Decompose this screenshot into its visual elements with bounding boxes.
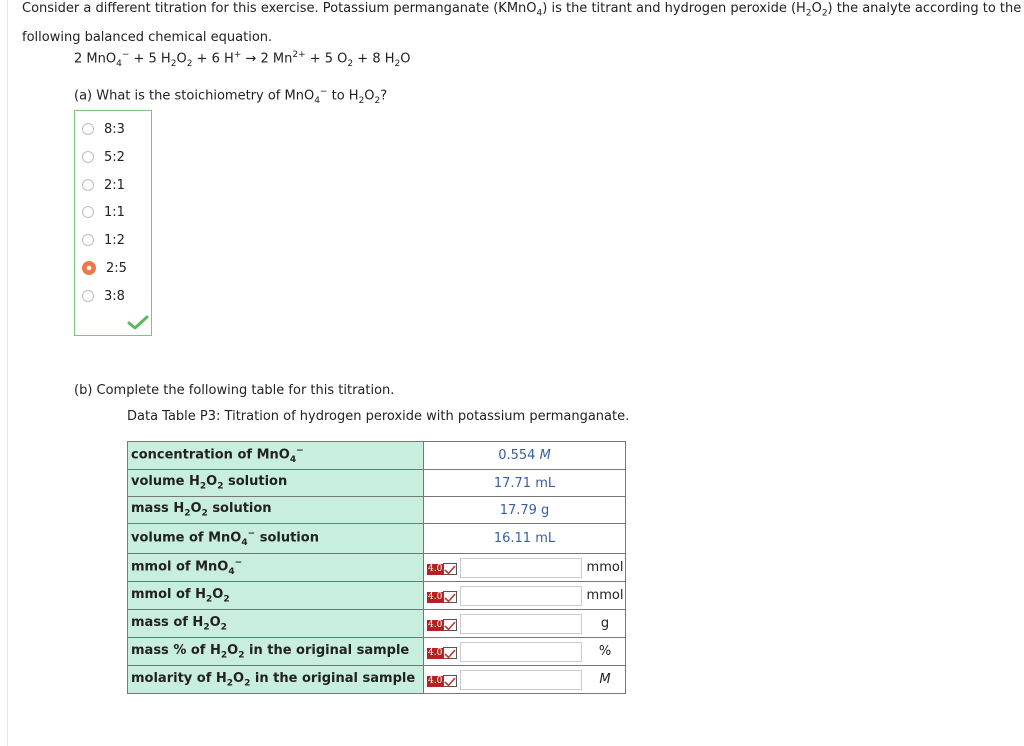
answer-input-molarity[interactable]: [460, 670, 582, 690]
choice-5-2[interactable]: 5:2: [82, 149, 125, 165]
stoichiometry-choices: [74, 110, 152, 336]
radio-button[interactable]: [82, 123, 94, 135]
unit-label: mmol: [585, 582, 626, 610]
correct-check-icon: [127, 315, 149, 331]
unit-label: g: [585, 610, 626, 638]
checkmark-icon: [443, 563, 457, 575]
unit-label: mmol: [585, 554, 626, 582]
row-label: volume of MnO$_4$− solution: [128, 524, 424, 554]
radio-button[interactable]: [82, 179, 94, 191]
row-label: mmol of MnO$_4$−: [128, 554, 424, 582]
choice-2-5[interactable]: 2:5: [82, 260, 127, 276]
unit-label: %: [585, 638, 626, 666]
given-value: 17.71 mL: [424, 470, 626, 497]
checkmark-icon: [443, 647, 457, 659]
row-label: mmol of $H_2O_2$: [128, 582, 424, 610]
row-label: molarity of $H_2O_2$ in the original sample: [128, 666, 424, 694]
table-row: [128, 524, 626, 554]
choice-8-3[interactable]: 8:3: [82, 121, 125, 137]
answer-input-mmol-h2o2[interactable]: [460, 586, 582, 606]
radio-button[interactable]: [82, 206, 94, 218]
choice-2-1[interactable]: 2:1: [82, 177, 125, 193]
answer-input-mass-percent[interactable]: [460, 642, 582, 662]
row-label: mass of $H_2O_2$: [128, 610, 424, 638]
table-row: [128, 497, 626, 524]
radio-button[interactable]: [82, 234, 94, 246]
given-value: 17.79 g: [424, 497, 626, 524]
radio-button[interactable]: [82, 290, 94, 302]
left-border: [7, 0, 8, 746]
choice-3-8[interactable]: 3:8: [82, 288, 125, 304]
table-caption: Data Table P3: Titration of hydrogen peroxide with potassium permanganate.: [127, 409, 630, 424]
question-a: (a) What is the stoichiometry of MnO$_4$− to $H_2O_2$?: [74, 87, 388, 106]
given-value: 16.11 mL: [424, 524, 626, 554]
checkmark-icon: [443, 619, 457, 631]
table-row: [128, 666, 626, 694]
choice-1-1[interactable]: 1:1: [82, 204, 125, 220]
given-value: 0.554 M: [424, 442, 626, 470]
row-label: concentration of MnO$_4$−: [128, 442, 424, 470]
table-row: [128, 610, 626, 638]
row-label: mass $H_2O_2$ solution: [128, 497, 424, 524]
unit-label: M: [585, 666, 626, 694]
table-row: [128, 638, 626, 666]
answer-input-mass-h2o2[interactable]: [460, 614, 582, 634]
table-row: [128, 470, 626, 497]
table-row: [128, 442, 626, 470]
balanced-equation: 2 MnO$_4$− + 5 $H_2O_2 + 6$ H+ → 2 $Mn^{2+} + 5$ $O_2 + 8$ $H_2O$: [74, 50, 411, 69]
row-label: mass % of $H_2O_2$ in the original sample: [128, 638, 424, 666]
score-badge: 4.0: [427, 619, 457, 631]
question-b: (b) Complete the following table for this titration.: [74, 383, 395, 398]
titration-data-table: [127, 441, 626, 694]
table-row: [128, 582, 626, 610]
radio-button-selected[interactable]: [82, 261, 96, 275]
choice-1-2[interactable]: 1:2: [82, 232, 125, 248]
table-row: [128, 554, 626, 582]
row-label: volume $H_2O_2$ solution: [128, 470, 424, 497]
checkmark-icon: [443, 591, 457, 603]
score-badge: 4.0: [427, 647, 457, 659]
intro-paragraph: Consider a different titration for this exercise. Potassium permanganate (KMnO$_4$) is the titrant and hydrogen peroxide $(H_2O_2)$ the analyte according to the following balanced chemical equation.: [22, 1, 1022, 45]
checkmark-icon: [443, 675, 457, 687]
radio-button[interactable]: [82, 151, 94, 163]
score-badge: 4.0: [427, 591, 457, 603]
score-badge: 4.0: [427, 563, 457, 575]
score-badge: 4.0: [427, 675, 457, 687]
answer-input-mmol-mno4[interactable]: [460, 558, 582, 578]
